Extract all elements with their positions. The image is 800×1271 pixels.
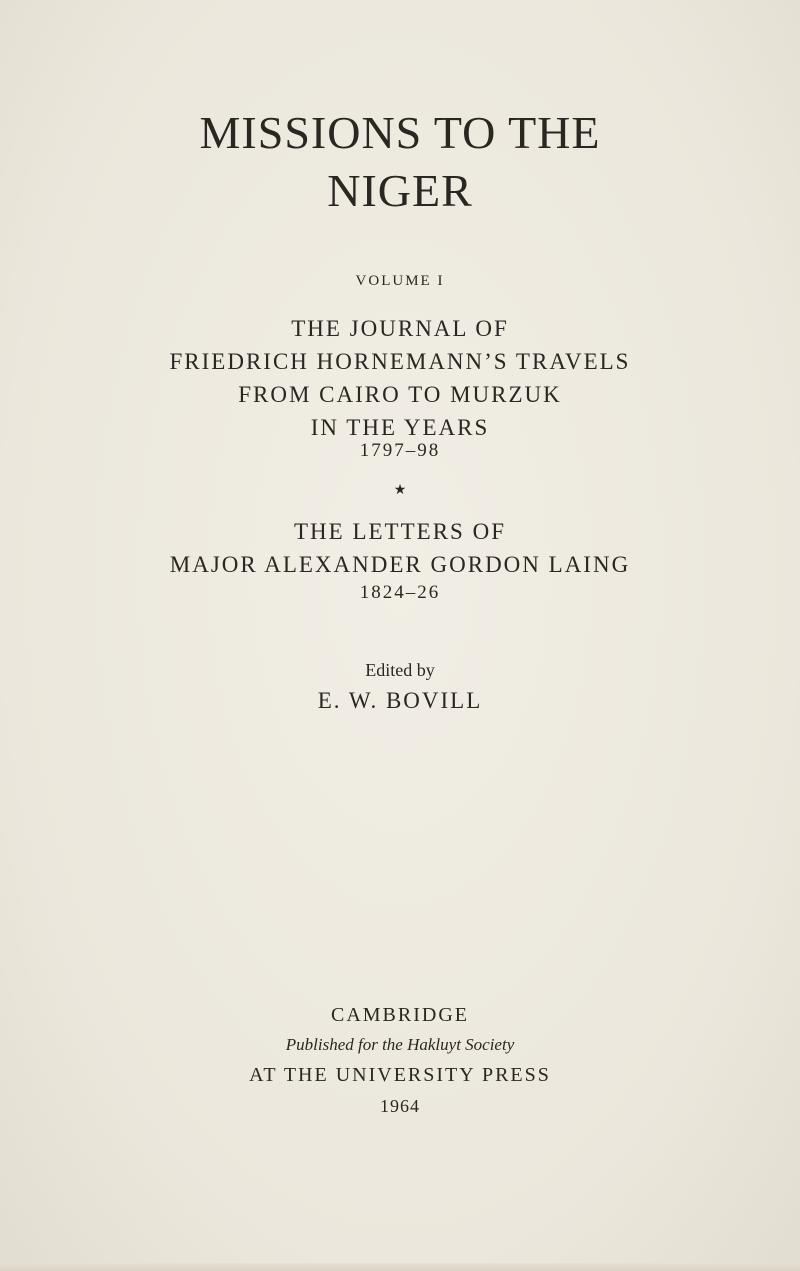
letters-years: 1824–26 [359, 582, 441, 603]
book-title-line-1: MISSIONS TO THE [199, 107, 601, 158]
volume-label: VOLUME I [355, 273, 445, 289]
letters-subtitle [0, 515, 800, 581]
journal-years: 1797–98 [359, 440, 441, 461]
journal-subtitle [0, 312, 800, 444]
star-separator-icon: ★ [393, 483, 407, 498]
journal-line-1: THE JOURNAL OF [291, 316, 509, 341]
edited-by-label: Edited by [365, 660, 435, 680]
imprint-year: 1964 [380, 1096, 420, 1116]
imprint-published-for: Published for the Hakluyt Society [285, 1035, 515, 1054]
letters-line-2: MAJOR ALEXANDER GORDON LAING [169, 552, 631, 577]
journal-line-2: FRIEDRICH HORNEMANN’S TRAVELS [169, 349, 631, 374]
page-bottom-edge [0, 1263, 800, 1271]
editor-name: E. W. BOVILL [317, 688, 483, 713]
book-title-line-2: NIGER [327, 165, 473, 216]
journal-line-4: IN THE YEARS [310, 415, 490, 440]
journal-line-3: FROM CAIRO TO MURZUK [238, 382, 562, 407]
imprint-city: CAMBRIDGE [330, 1004, 469, 1026]
imprint-press: AT THE UNIVERSITY PRESS [249, 1064, 551, 1086]
letters-line-1: THE LETTERS OF [294, 519, 506, 544]
book-title [0, 104, 800, 220]
